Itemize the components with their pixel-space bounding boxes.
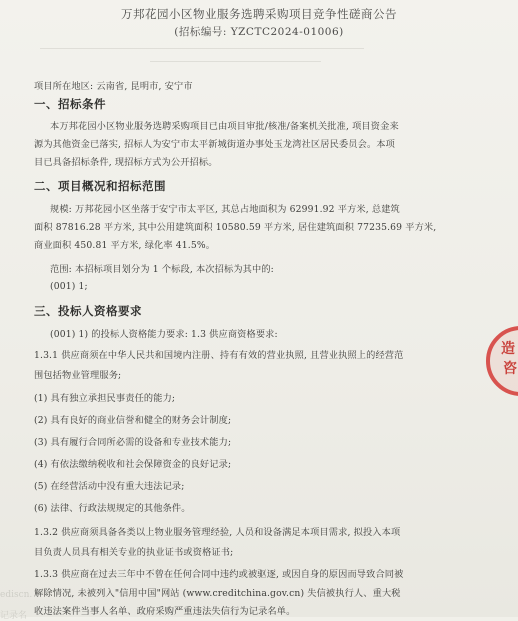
- paragraph-line: 源为其他资金已落实, 招标人为安宁市太平新城街道办事处玉龙湾社区居民委员会。本项: [34, 139, 395, 150]
- list-item: (3) 具有履行合同所必需的设备和专业技术能力;: [34, 437, 232, 448]
- document-title: 万邦花园小区物业服务选聘采购项目竞争性磋商公告: [121, 7, 397, 21]
- bleed-through-text: ――――――――――――――――――――――――――――――――――――: [40, 44, 364, 54]
- bleed-through-text: 记录名: [0, 611, 28, 621]
- paragraph-line: (001) 1) 的投标人资格能力要求: 1.3 供应商资格要求:: [50, 329, 278, 340]
- seal-text: 造: [501, 341, 515, 357]
- paragraph-line: (001) 1;: [50, 281, 88, 292]
- paragraph-line: 规模: 万邦花园小区坐落于安宁市太平区, 其总占地面积为 62991.92 平方米, 总建筑: [50, 204, 400, 215]
- bleed-through-text: ―――――――――――――――――――: [150, 57, 321, 67]
- paragraph-line: 围包括物业管理服务;: [34, 370, 122, 381]
- list-item: (1) 具有独立承担民事责任的能力;: [34, 393, 176, 404]
- paragraph-line: 1.3.2 供应商须具备各类以上物业服务管理经验, 人员和设备满足本项目需求, 拟投入本项: [34, 527, 401, 538]
- paragraph-line: 商业面积 450.81 平方米, 绿化率 41.5%。: [34, 240, 216, 251]
- list-item: (5) 在经营活动中没有重大违法记录;: [34, 481, 185, 492]
- paragraph-line: 解除情况, 未被列入"信用中国"网站 (www.creditchina.gov.cn) 失信被执行人、重大税: [34, 588, 401, 599]
- list-item: (6) 法律、行政法规规定的其他条件。: [34, 503, 191, 514]
- paragraph-line: 范围: 本招标项目划分为 1 个标段, 本次招标为其中的:: [50, 264, 274, 275]
- paragraph-line: 1.3.1 供应商须在中华人民共和国境内注册、持有有效的营业执照, 且营业执照上的经营范: [34, 350, 404, 361]
- paragraph-line: 面积 87816.28 平方米, 其中公用建筑面积 10580.59 平方米, 居住建筑面积 77235.69 平方米,: [34, 222, 437, 233]
- bleed-through-text: ediscn.: [0, 590, 33, 600]
- list-item: (4) 有依法缴纳税收和社会保障资金的良好记录;: [34, 459, 232, 470]
- section-heading: 一、招标条件: [34, 97, 106, 111]
- tender-code: (招标编号: YZCTC2024-01006): [174, 26, 344, 38]
- seal-text: 咨: [503, 361, 517, 377]
- section-heading: 二、项目概况和招标范围: [34, 179, 166, 193]
- list-item: (2) 具有良好的商业信誉和健全的财务会计制度;: [34, 415, 232, 426]
- paragraph-line: 目已具备招标条件, 现招标方式为公开招标。: [34, 157, 218, 168]
- paragraph-line: 收违法案件当事人名单、政府采购严重违法失信行为记录名单。: [34, 606, 296, 617]
- paragraph-line: 1.3.3 供应商在过去三年中不曾在任何合同中违约或被驱逐, 或因自身的原因而导致合同被: [34, 569, 404, 580]
- paragraph-line: 本万邦花园小区物业服务选聘采购项目已由项目审批/核准/备案机关批准, 项目资金来: [50, 121, 399, 132]
- section-heading: 三、投标人资格要求: [34, 304, 142, 318]
- paragraph-line: 目负责人员具有相关专业的执业证书或资格证书;: [34, 547, 234, 558]
- project-location: 项目所在地区: 云南省, 昆明市, 安宁市: [34, 81, 193, 92]
